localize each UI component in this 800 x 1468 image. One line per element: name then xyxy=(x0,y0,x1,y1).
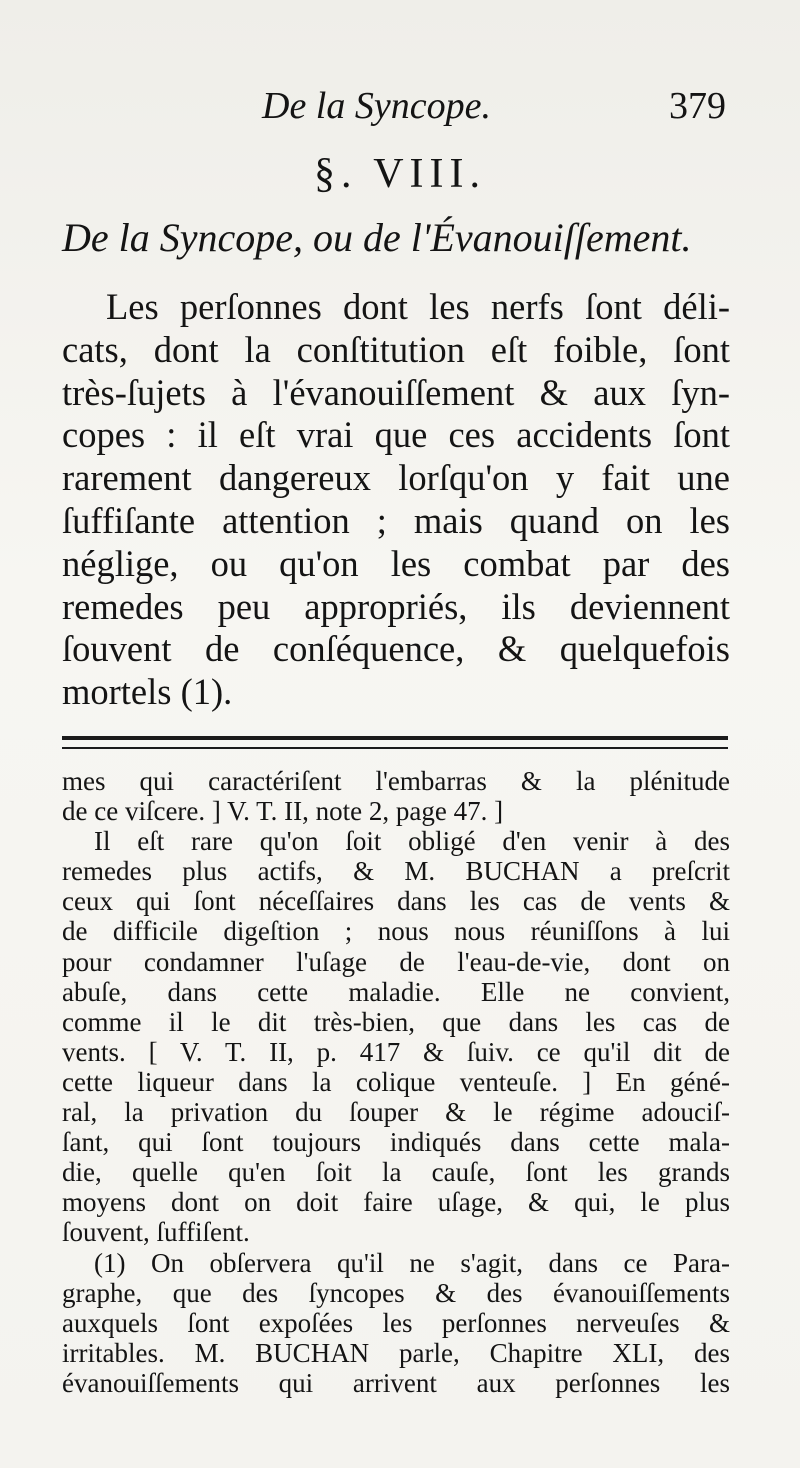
paragraph-line: Les perſonnes dont les nerfs ſont déli- xyxy=(106,286,730,327)
footnote-line: de difficile digeſtion ; nous nous réuniſſons à lui xyxy=(62,916,730,947)
footnote-line: ral, la privation du ſouper & le régime adouciſ- xyxy=(62,1097,730,1128)
footnote-line: mes qui caractériſent l'embarras & la plénitude xyxy=(62,766,730,796)
main-paragraph xyxy=(62,286,730,714)
footnote-line: auxquels ſont expoſées les perſonnes nerveuſes & xyxy=(62,1307,730,1338)
paragraph-line: rarement dangereux lorſqu'on y fait une xyxy=(62,457,730,499)
paragraph-line: ſuffiſante attention ; mais quand on les xyxy=(62,499,730,541)
footnote-line: de ce viſcere. ] V. T. II, note 2, page 47. ] xyxy=(62,796,504,827)
footnote-line: évanouiſſements qui arrivent aux perſonnes les xyxy=(62,1367,730,1398)
footnote-line: ſouvent, ſuffiſent. xyxy=(62,1217,250,1248)
paragraph-line: copes : il eſt vrai que ces accidents ſont xyxy=(62,414,730,456)
footnote-line: moyens dont on doit faire uſage, & qui, le plus xyxy=(62,1187,730,1218)
page-number: 379 xyxy=(669,85,726,127)
paragraph-line: néglige, ou qu'on les combat par des xyxy=(62,542,730,584)
footnote-divider xyxy=(62,736,728,749)
running-header xyxy=(0,84,800,134)
paragraph-line: remedes peu appropriés, ils deviennent xyxy=(62,585,730,627)
running-title: De la Syncope. xyxy=(262,85,491,127)
footnote-line: abuſe, dans cette maladie. Elle ne convient, xyxy=(62,976,730,1007)
footnote-line: pour condamner l'uſage de l'eau-de-vie, dont on xyxy=(62,946,730,977)
footnote-line: ceux qui ſont néceſſaires dans les cas de vents & xyxy=(62,886,730,917)
section-number: §. VIII. xyxy=(313,151,487,197)
footnote-line: remedes plus actifs, & M. BUCHAN a preſcrit xyxy=(62,856,730,887)
footnote-line: cette liqueur dans la colique venteuſe. ] En géné- xyxy=(62,1066,730,1097)
paragraph-line: mortels (1). xyxy=(62,671,233,713)
footnote-line: comme il le dit très-bien, que dans les cas de xyxy=(62,1006,730,1037)
footnote-line: vents. [ V. T. II, p. 417 & ſuiv. ce qu'il dit de xyxy=(62,1036,730,1067)
footnote-line: die, quelle qu'en ſoit la cauſe, ſont les grands xyxy=(62,1157,730,1188)
footnote-line: graphe, que des ſyncopes & des évanouiſſements xyxy=(62,1277,730,1308)
paragraph-line: ſouvent de conſéquence, & quelquefois xyxy=(62,628,730,670)
section-title: De la Syncope, ou de l'Évanouiſſement. xyxy=(62,215,692,260)
footnote-line: irritables. M. BUCHAN parle, Chapitre XLI, des xyxy=(62,1337,730,1368)
paragraph-line: très-ſujets à l'évanouiſſement & aux ſyn- xyxy=(62,371,730,413)
footnote-line: Il eſt rare qu'on ſoit obligé d'en venir à des xyxy=(94,826,730,857)
paragraph-line: cats, dont la conſtitution eſt foible, ſont xyxy=(62,328,730,370)
footnote-line: (1) On obſervera qu'il ne s'agit, dans ce Para- xyxy=(94,1247,730,1278)
footnote-line: ſant, qui ſont toujours indiqués dans cette mala- xyxy=(62,1127,730,1158)
footnotes xyxy=(62,766,730,1398)
